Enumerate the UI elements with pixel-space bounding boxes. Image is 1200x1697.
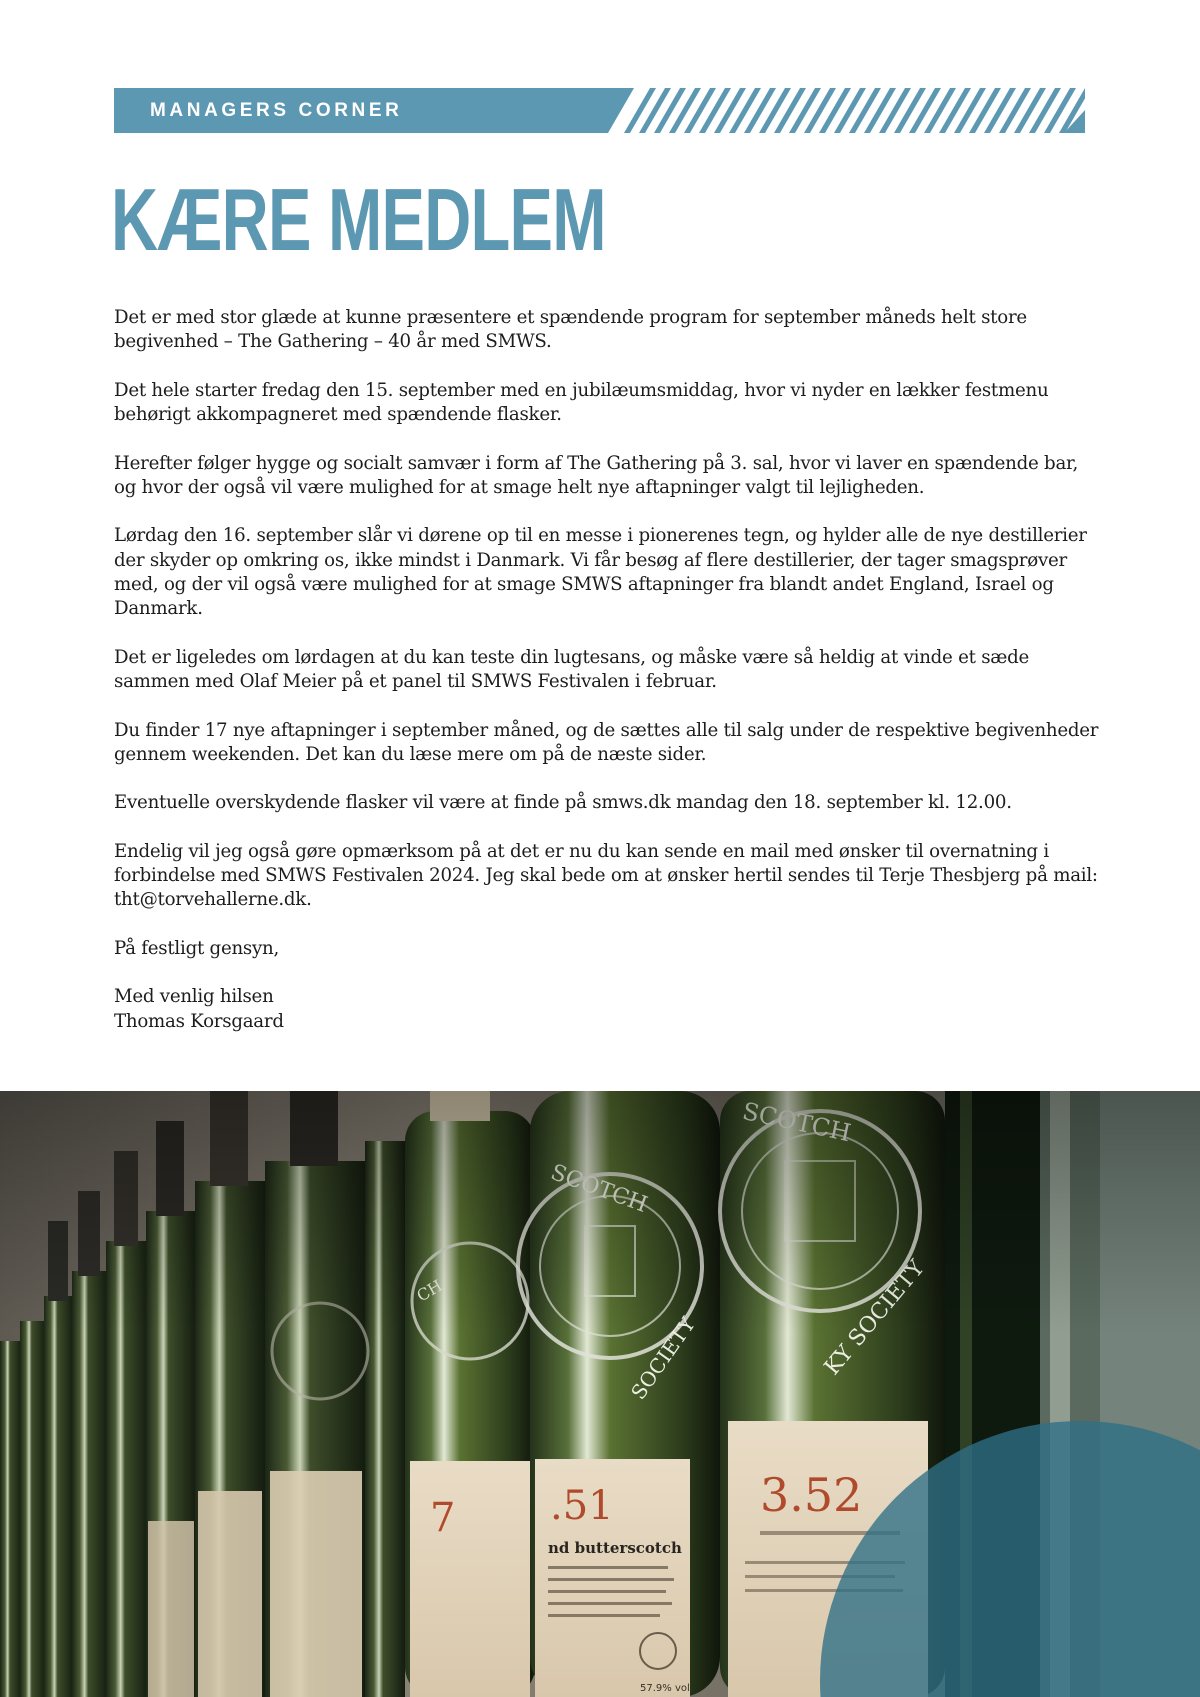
header-stripe: [999, 88, 1031, 133]
page-title: KÆRE MEDLEM: [111, 170, 606, 269]
header-label: MANAGERS CORNER: [150, 100, 403, 121]
header-stripe: [1029, 88, 1061, 133]
header-stripe: [879, 88, 911, 133]
header-stripe: [954, 88, 986, 133]
header-stripe: [669, 88, 701, 133]
header-stripe: [654, 88, 686, 133]
header-stripe: [714, 88, 746, 133]
header-stripe: [909, 88, 941, 133]
header-stripe: [834, 88, 866, 133]
header-stripe: [729, 88, 761, 133]
header-stripe: [699, 88, 731, 133]
header-stripe: [744, 88, 776, 133]
section-header-bar: [114, 88, 1085, 133]
paragraph-6: Du finder 17 nye aftapninger i september måned, og de sættes alle til salg under de respektive begivenheder gennem weekenden. Det kan du læse mere om på de næste sider.: [114, 719, 1099, 765]
paragraph-2: Det hele starter fredag den 15. september med en jubilæumsmiddag, hvor vi nyder en lækker festmenu behørigt akkompagneret med spændende flasker.: [114, 379, 1049, 426]
closing: Med venlig hilsen: [114, 986, 274, 1008]
header-stripe: [984, 88, 1016, 133]
header-stripe: [969, 88, 1001, 133]
header-stripe: [894, 88, 926, 133]
header-stripe: [639, 88, 671, 133]
greeting: På festligt gensyn,: [114, 937, 280, 959]
header-stripe: [864, 88, 896, 133]
paragraph-1: Det er med stor glæde at kunne præsentere et spændende program for september måneds helt store begivenhed – The Gathering – 40 år med SMWS.: [114, 307, 1027, 353]
paragraph-5: Det er ligeledes om lørdagen at du kan teste din lugtesans, og måske være så heldig at vinde et sæde sammen med Olaf Meier på et panel til SMWS Festivalen i februar.: [114, 646, 1030, 693]
header-stripe: [684, 88, 716, 133]
header-stripe: [774, 88, 806, 133]
paragraph-7: Eventuelle overskydende flasker vil være at finde på smws.dk mandag den 18. september kl. 12.00.: [114, 792, 1012, 814]
header-stripe: [849, 88, 881, 133]
header-stripe: [759, 88, 791, 133]
sign-off: [114, 985, 1099, 1034]
signature: Thomas Korsgaard: [114, 1010, 284, 1032]
header-stripe: [939, 88, 971, 133]
paragraph-4: Lørdag den 16. september slår vi dørene op til en messe i pionerenes tegn, og hylder alle de nye destillerier der skyder op omkring os, ikke mindst i Danmark. Vi får besøg af flere destillerier, der tager smagsprøver med, og der vil også være mulighed for at smage SMWS aftapninger fra blandt andet England, Israel og Danmark.: [114, 525, 1087, 620]
header-stripe: [924, 88, 956, 133]
header-stripe: [1014, 88, 1046, 133]
header-stripe: [819, 88, 851, 133]
paragraph-8: Endelig vil jeg også gøre opmærksom på at det er nu du kan sende en mail med ønsker til overnatning i forbindelse med SMWS Festivalen 2024. Jeg skal bede om at ønsker hertil sendes til Terje Thesbjerg på mail: tht@torvehallerne.dk.: [114, 840, 1098, 911]
letter-body: [114, 306, 1099, 1034]
header-stripe: [789, 88, 821, 133]
bottles-photo: [0, 1091, 1200, 1697]
bottles-illustration: [0, 1091, 1200, 1697]
header-stripe: [804, 88, 836, 133]
paragraph-3: Herefter følger hygge og socialt samvær i form af The Gathering på 3. sal, hvor vi laver en spændende bar, og hvor der også vil være mulighed for at smage helt nye aftapninger valgt til lejligheden.: [114, 452, 1079, 498]
